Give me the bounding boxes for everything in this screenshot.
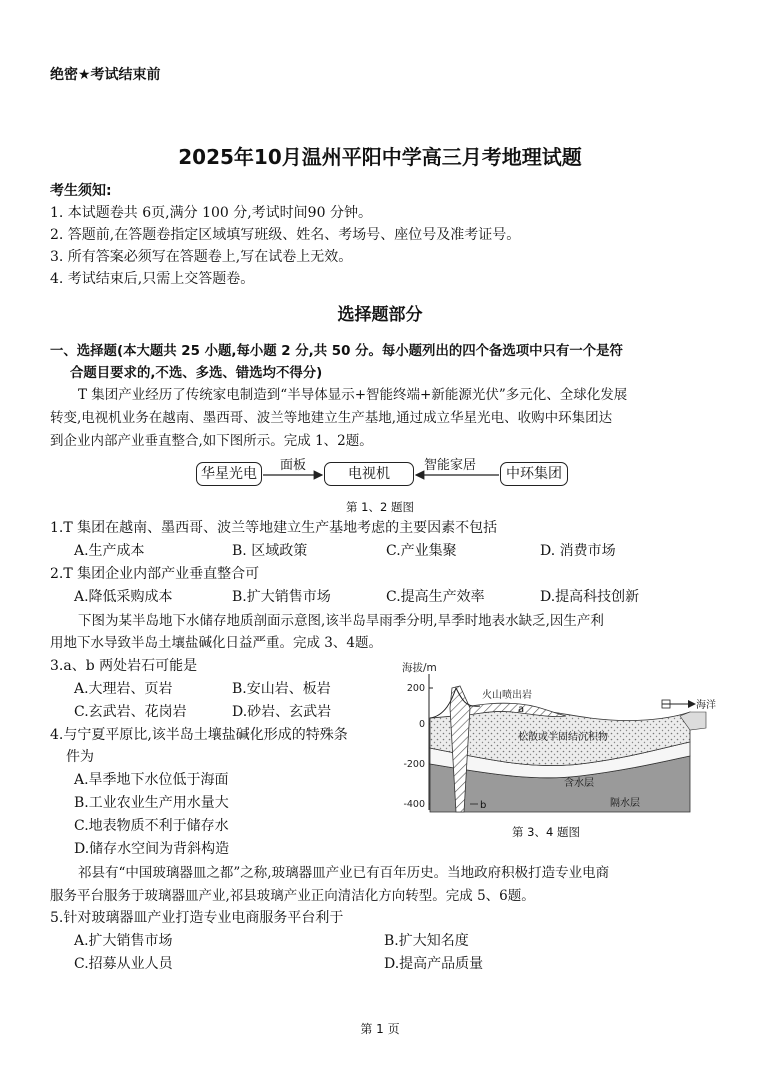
flow-node-tv: 电视机: [324, 462, 414, 486]
volcanic-label: 火山喷出岩: [482, 690, 532, 701]
option-c: C.提高生产效率: [386, 589, 485, 605]
option-b: B.工业农业生产用水量大: [74, 795, 229, 811]
option-a: A.生产成本: [74, 543, 145, 559]
notice-item: 3. 所有答案必须写在答题卷上,写在试卷上无效。: [50, 249, 353, 265]
geology-cross-section: [400, 660, 720, 820]
notice-item: 4. 考试结束后,只需上交答题卷。: [50, 271, 255, 287]
option-a: A.扩大销售市场: [74, 933, 173, 949]
passage-line: 到企业内部产业垂直整合,如下图所示。完成 1、2题。: [50, 433, 373, 449]
flow-node-zhonghuan: 中环集团: [500, 462, 568, 486]
question-stem: 5.针对玻璃器皿产业打造专业电商服务平台利于: [50, 910, 344, 926]
passage-line: 服务平台服务于玻璃器皿产业,祁县玻璃产业正向清洁化方向转型。完成 5、6题。: [50, 888, 535, 904]
sediment-label: 松散或半固结沉积物: [518, 732, 608, 743]
page-title: 2025年10月温州平阳中学高三月考地理试题: [178, 145, 582, 169]
flow-label-panel: 面板: [280, 458, 307, 473]
y-axis-title: 海拔/m: [402, 662, 437, 674]
question-stem: 3.a、b 两处岩石可能是: [50, 658, 198, 674]
option-d: D.储存水空间为背斜构造: [74, 841, 230, 857]
notice-item: 2. 答题前,在答题卷指定区域填写班级、姓名、考场号、座位号及准考证号。: [50, 227, 521, 243]
option-a: A.大理岩、页岩: [74, 681, 173, 697]
option-b: B.扩大销售市场: [232, 589, 331, 605]
flow-node-huaxing: 华星光电: [196, 462, 262, 486]
passage-line: 祁县有“中国玻璃器皿之都”之称,玻璃器皿产业已有百年历史。当地政府积极打造专业电商: [78, 865, 610, 881]
part-heading: 合题目要求的,不选、多选、错选均不得分): [70, 366, 323, 381]
y-tick-label: -200: [403, 759, 425, 770]
passage-line: 下图为某半岛地下水储存地质剖面示意图,该半岛旱雨季分明,旱季时地表水缺乏,因生产利: [78, 613, 604, 629]
option-a: A.旱季地下水位低于海面: [74, 772, 229, 788]
notice-item: 1. 本试题卷共 6页,满分 100 分,考试时间90 分钟。: [50, 205, 372, 221]
ocean-label: 海洋: [696, 700, 716, 711]
option-d: D.砂岩、玄武岩: [232, 704, 332, 720]
option-b: B.安山岩、板岩: [232, 681, 331, 697]
y-tick-label: 0: [418, 719, 425, 730]
flow-diagram: [196, 458, 568, 492]
option-a: A.降低采购成本: [74, 589, 173, 605]
notice-heading: 考生须知:: [50, 183, 112, 199]
page-number: 第 1 页: [360, 1022, 400, 1036]
part-heading: 一、选择题(本大题共 25 小题,每小题 2 分,共 50 分。每小题列出的四个备选项中只有一个是符: [50, 344, 623, 359]
option-d: D. 消费市场: [540, 543, 616, 559]
option-b: B. 区域政策: [232, 543, 308, 559]
passage-line: 转变,电视机业务在越南、墨西哥、波兰等地建立生产基地,通过成立华星光电、收购中环集团达: [50, 410, 613, 426]
flow-label-smarthome: 智能家居: [424, 458, 477, 473]
question-stem: 2.T 集团企业内部产业垂直整合可: [50, 566, 260, 582]
option-b: B.扩大知名度: [384, 933, 469, 949]
section-title: 选择题部分: [337, 305, 423, 325]
confidential-label: 绝密★考试结束前: [50, 67, 161, 83]
y-tick-label: 200: [406, 683, 425, 694]
figure-caption: 第 1、2 题图: [346, 500, 414, 514]
option-c: C.玄武岩、花岗岩: [74, 704, 187, 720]
option-c: C.招募从业人员: [74, 956, 173, 972]
point-a-label: a: [518, 704, 525, 715]
option-c: C.地表物质不利于储存水: [74, 818, 229, 834]
question-stem: 件为: [66, 749, 94, 765]
aquiclude-label: 隔水层: [610, 798, 640, 809]
question-stem: 4.与宁夏平原比,该半岛土壤盐碱化形成的特殊条: [50, 727, 348, 743]
option-d: D.提高科技创新: [540, 589, 640, 605]
option-c: C.产业集聚: [386, 543, 457, 559]
y-tick-label: -400: [403, 799, 425, 810]
passage-line: 用地下水导致半岛土壤盐碱化日益严重。完成 3、4题。: [50, 635, 382, 651]
passage-line: T 集团产业经历了传统家电制造到“半导体显示+智能终端+新能源光伏”多元化、全球化发展: [78, 387, 628, 403]
option-d: D.提高产品质量: [384, 956, 484, 972]
point-b-label: b: [480, 800, 487, 811]
figure-caption: 第 3、4 题图: [512, 825, 580, 839]
question-stem: 1.T 集团在越南、墨西哥、波兰等地建立生产基地考虑的主要因素不包括: [50, 520, 498, 536]
aquifer-label: 含水层: [564, 778, 594, 789]
